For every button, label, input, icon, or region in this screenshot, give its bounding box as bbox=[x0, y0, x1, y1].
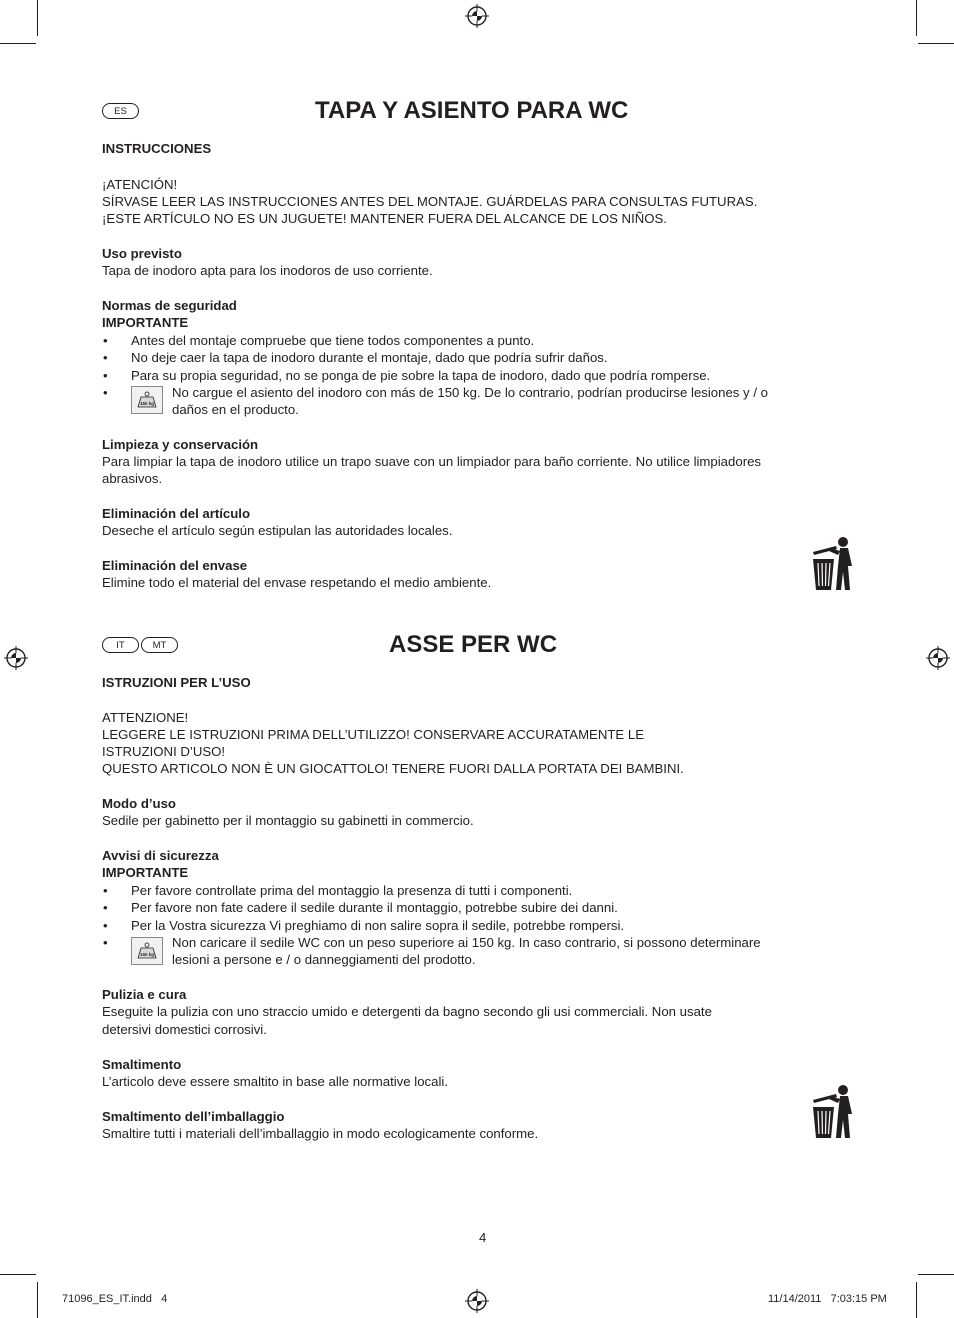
important-label: IMPORTANTE bbox=[102, 315, 189, 330]
bullet: • bbox=[103, 385, 108, 400]
footer-timestamp: 11/14/2011 7:03:15 PM bbox=[768, 1293, 887, 1305]
registration-mark-icon bbox=[4, 646, 28, 670]
dispose-in-bin-icon bbox=[810, 536, 854, 592]
bullet: • bbox=[103, 350, 108, 365]
bullet: • bbox=[103, 900, 108, 915]
section-heading: Avvisi di sicurezza bbox=[102, 848, 219, 863]
list-item: Antes del montaje compruebe que tiene todos componentes a punto. bbox=[131, 333, 535, 348]
paragraph: Smaltire tutti i materiali dell’imballaggio in modo ecologicamente conforme. bbox=[102, 1126, 539, 1141]
language-badge-it: IT bbox=[102, 637, 139, 653]
crop-mark bbox=[918, 1274, 954, 1275]
section-heading: Normas de seguridad bbox=[102, 298, 237, 313]
svg-text:150 kg: 150 kg bbox=[139, 952, 155, 957]
list-item: Para su propia seguridad, no se ponga de pie sobre la tapa de inodoro, dado que podría romperse. bbox=[131, 368, 711, 383]
paragraph: Eseguite la pulizia con uno straccio umido e detergenti da bagno secondo gli usi commerciali. Non usate bbox=[102, 1004, 712, 1019]
crop-mark bbox=[37, 1282, 38, 1318]
important-label: IMPORTANTE bbox=[102, 865, 189, 880]
bullet: • bbox=[103, 935, 108, 950]
language-badge-es: ES bbox=[102, 103, 139, 119]
registration-mark-icon bbox=[465, 1289, 489, 1313]
paragraph: L’articolo deve essere smaltito in base alle normative locali. bbox=[102, 1074, 448, 1089]
warning-text: ¡ESTE ARTÍCULO NO ES UN JUGUETE! MANTENER FUERA DEL ALCANCE DE LOS NIÑOS. bbox=[102, 211, 667, 226]
warning-text: QUESTO ARTICOLO NON È UN GIOCATTOLO! TENERE FUORI DALLA PORTATA DEI BAMBINI. bbox=[102, 761, 684, 776]
warning-text: SÍRVASE LEER LAS INSTRUCCIONES ANTES DEL MONTAJE. GUÁRDELAS PARA CONSULTAS FUTURAS. bbox=[102, 194, 758, 209]
section-heading: Eliminación del envase bbox=[102, 558, 248, 573]
bullet: • bbox=[103, 883, 108, 898]
crop-mark bbox=[916, 1282, 917, 1318]
dispose-in-bin-icon bbox=[810, 1084, 854, 1140]
paragraph: Tapa de inodoro apta para los inodoros de uso corriente. bbox=[102, 263, 433, 278]
paragraph: Elimine todo el material del envase respetando el medio ambiente. bbox=[102, 575, 492, 590]
list-item: Per la Vostra sicurezza Vi preghiamo di non salire sopra il sedile, potrebbe rompersi. bbox=[131, 918, 625, 933]
section-title-it: ASSE PER WC bbox=[389, 631, 558, 658]
list-item: daños en el producto. bbox=[172, 402, 299, 417]
crop-mark bbox=[916, 0, 917, 36]
registration-mark-icon bbox=[465, 4, 489, 28]
crop-mark bbox=[37, 0, 38, 36]
crop-mark bbox=[0, 1274, 36, 1275]
section-heading: Pulizia e cura bbox=[102, 987, 187, 1002]
section-heading: Eliminación del artículo bbox=[102, 506, 251, 521]
section-heading: Limpieza y conservación bbox=[102, 437, 259, 452]
warning-text: LEGGERE LE ISTRUZIONI PRIMA DELL’UTILIZZO! CONSERVARE ACCURATAMENTE LE bbox=[102, 727, 645, 742]
list-item: No cargue el asiento del inodoro con más de 150 kg. De lo contrario, podrían producirse lesiones y / o bbox=[172, 385, 768, 400]
paragraph: Deseche el artículo según estipulan las autoridades locales. bbox=[102, 523, 453, 538]
attention-label: ATTENZIONE! bbox=[102, 710, 189, 725]
list-item: Non caricare il sedile WC con un peso superiore ai 150 kg. In caso contrario, si possono determinare bbox=[172, 935, 761, 950]
warning-text: ISTRUZIONI D’USO! bbox=[102, 744, 226, 759]
footer-filename: 71096_ES_IT.indd 4 bbox=[62, 1293, 168, 1305]
section-heading: Uso previsto bbox=[102, 246, 182, 261]
section-title-es: TAPA Y ASIENTO PARA WC bbox=[315, 97, 629, 124]
bullet: • bbox=[103, 333, 108, 348]
bullet: • bbox=[103, 918, 108, 933]
weight-limit-icon bbox=[131, 386, 163, 414]
registration-mark-icon bbox=[926, 646, 950, 670]
bullet: • bbox=[103, 368, 108, 383]
crop-mark bbox=[0, 43, 36, 44]
list-item: Per favore controllate prima del montaggio la presenza di tutti i componenti. bbox=[131, 883, 573, 898]
paragraph: Sedile per gabinetto per il montaggio su gabinetti in commercio. bbox=[102, 813, 474, 828]
section-heading: Smaltimento bbox=[102, 1057, 182, 1072]
paragraph: Para limpiar la tapa de inodoro utilice un trapo suave con un limpiador para baño corriente. No utilice limpiadores bbox=[102, 454, 762, 469]
section-heading: Smaltimento dell’imballaggio bbox=[102, 1109, 285, 1124]
attention-label: ¡ATENCIÓN! bbox=[102, 177, 178, 192]
svg-text:150 kg: 150 kg bbox=[139, 401, 155, 406]
paragraph: abrasivos. bbox=[102, 471, 163, 486]
list-item: lesioni a persone e / o danneggiamenti del prodotto. bbox=[172, 952, 476, 967]
crop-mark bbox=[918, 43, 954, 44]
language-badge-mt: MT bbox=[141, 637, 178, 653]
list-item: No deje caer la tapa de inodoro durante el montaje, dado que podría sufrir daños. bbox=[131, 350, 608, 365]
page-number: 4 bbox=[479, 1230, 487, 1245]
weight-limit-icon bbox=[131, 937, 163, 965]
instructions-heading: ISTRUZIONI PER L’USO bbox=[102, 675, 251, 690]
instructions-heading: INSTRUCCIONES bbox=[102, 141, 212, 156]
paragraph: detersivi domestici corrosivi. bbox=[102, 1022, 267, 1037]
section-heading: Modo d’uso bbox=[102, 796, 176, 811]
list-item: Per favore non fate cadere il sedile durante il montaggio, potrebbe subire dei danni. bbox=[131, 900, 618, 915]
